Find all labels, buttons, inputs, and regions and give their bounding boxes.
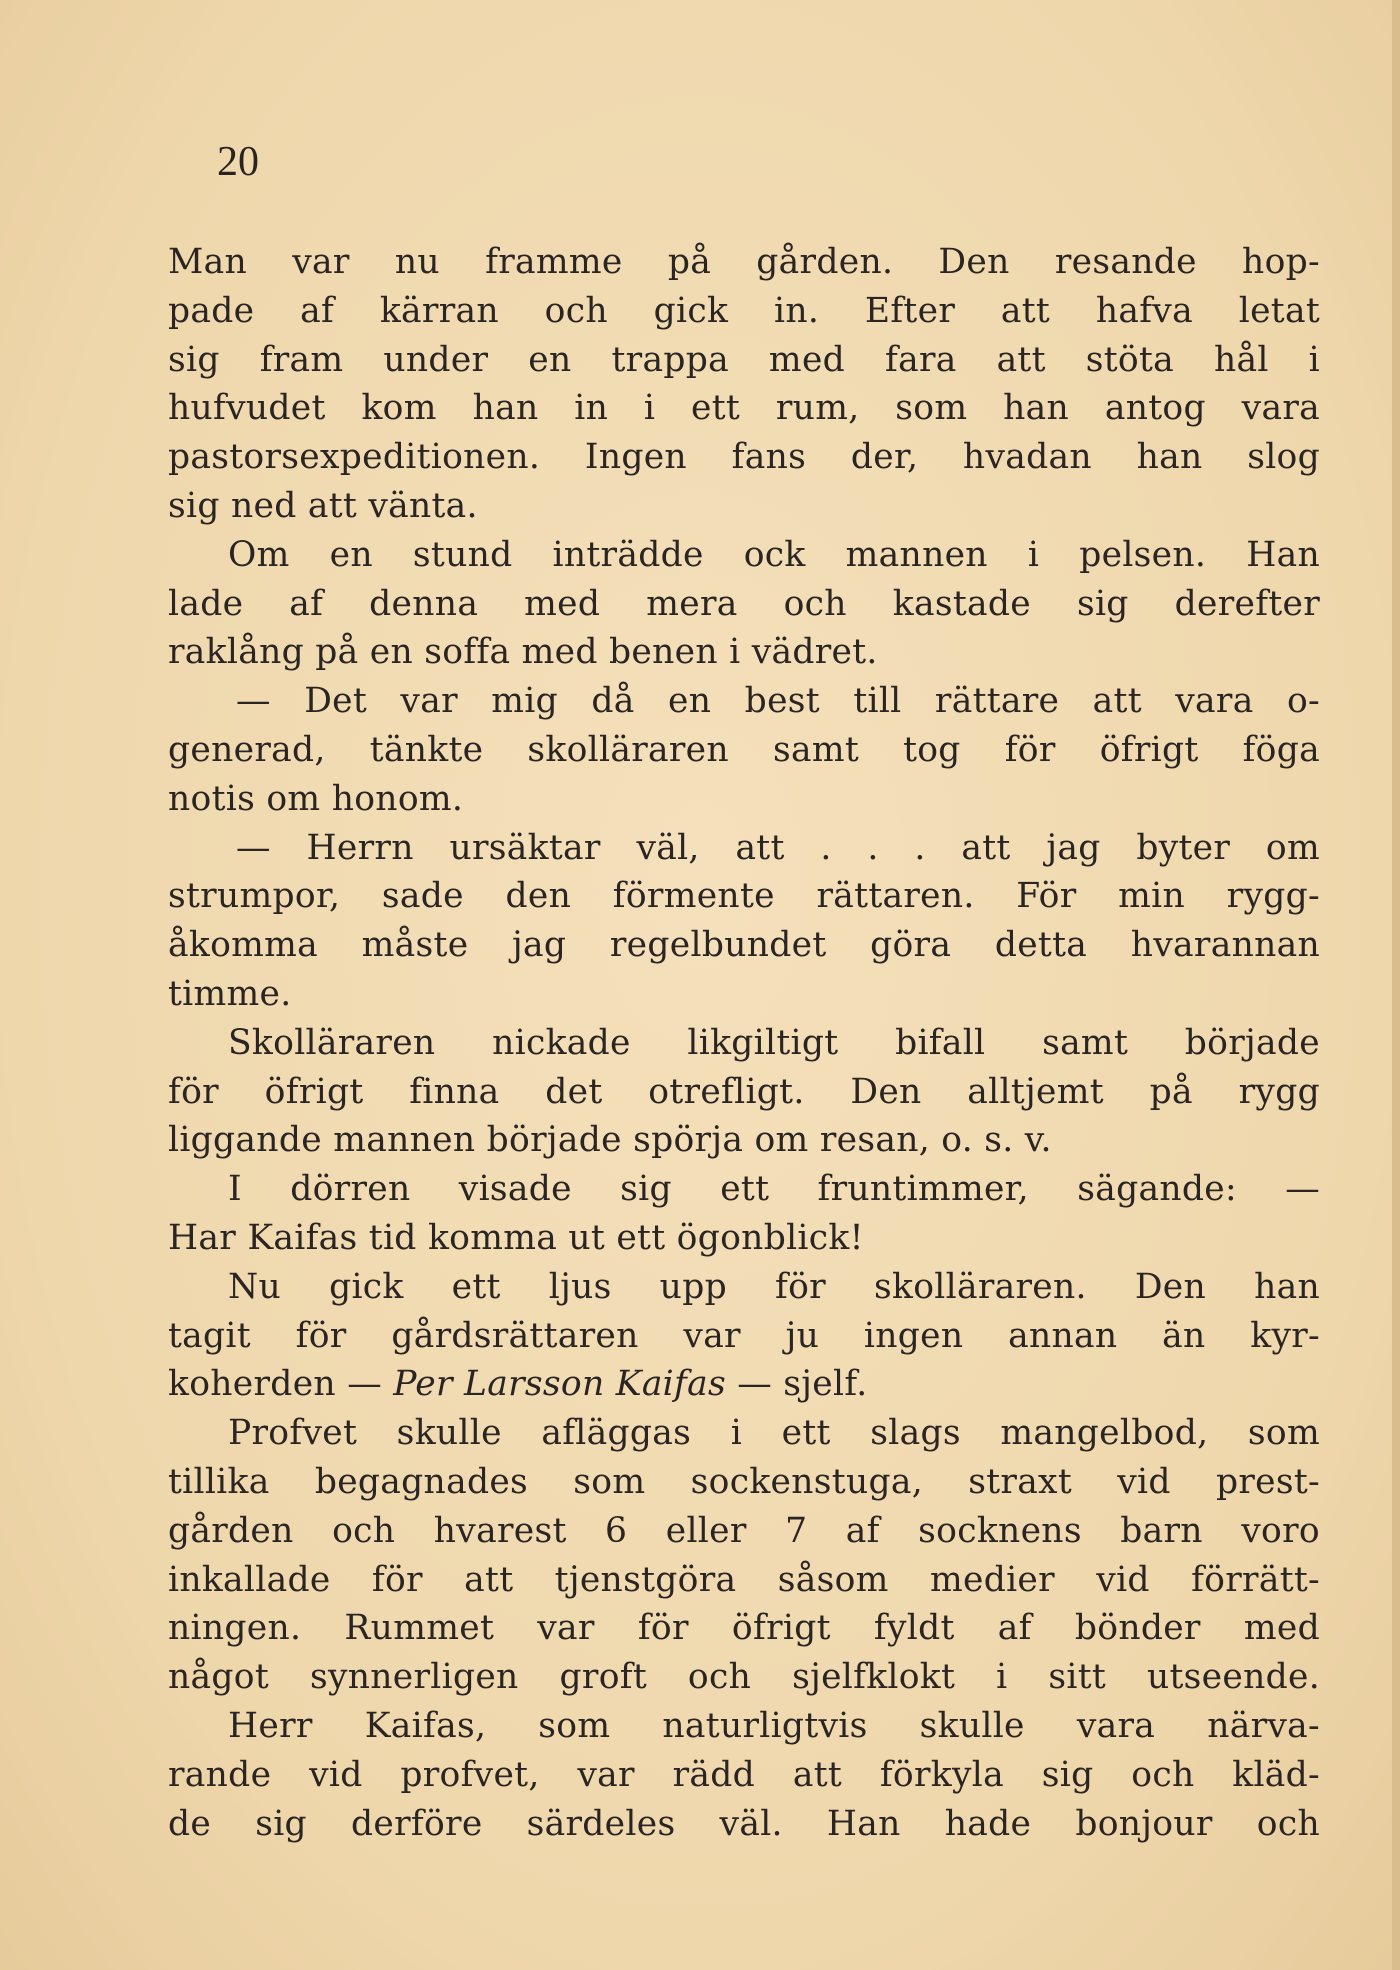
text-line: Skolläraren nickade likgiltigt bifall samt började [228,1022,1320,1063]
text-line: lade af denna med mera och kastade sig derefter [168,583,1320,624]
text-line: tillika begagnades som sockenstuga, straxt vid prest- [168,1461,1320,1502]
text-before-name: koherden — [168,1364,394,1405]
text-line-with-italic-name [168,1360,1320,1409]
page-number: 20 [217,139,259,185]
text-line: tagit för gårdsrättaren var ju ingen annan än kyr- [168,1315,1320,1356]
text-line: timme. [168,973,292,1014]
text-line: I dörren visade sig ett fruntimmer, sägande: — [228,1169,1320,1210]
text-line: sig ned att vänta. [168,485,478,526]
text-after-name: — sjelf. [725,1364,868,1405]
text-line: pastorsexpeditionen. Ingen fans der, hvadan han slog [168,437,1320,478]
text-line: Har Kaifas tid komma ut ett ögonblick! [168,1217,864,1258]
text-line: liggande mannen började spörja om resan, o. s. v. [168,1120,1052,1161]
text-line: inkallade för att tjenstgöra såsom medier vid förrätt- [168,1559,1320,1600]
text-line: pade af kärran och gick in. Efter att hafva letat [168,290,1320,331]
italic-name: Per Larsson Kaifas [393,1364,726,1405]
text-line: åkomma måste jag regelbundet göra detta hvarannan [168,925,1320,966]
text-line: rande vid profvet, var rädd att förkyla sig och kläd- [168,1754,1320,1795]
text-line: gården och hvarest 6 eller 7 af socknens barn voro [168,1510,1320,1551]
text-line: Om en stund inträdde ock mannen i pelsen. Han [228,534,1320,575]
text-line: — Herrn ursäktar väl, att . . . att jag byter om [236,827,1320,868]
text-line: de sig derföre särdeles väl. Han hade bonjour och [168,1803,1320,1844]
body-text [168,238,1320,1848]
text-line: något synnerligen groft och sjelfklokt i sitt utseende. [168,1657,1320,1698]
text-line: för öfrigt finna det otrefligt. Den alltjemt på rygg [168,1071,1320,1112]
text-line: Nu gick ett ljus upp för skolläraren. Den han [228,1266,1320,1307]
text-line: ningen. Rummet var för öfrigt fyldt af bönder med [168,1608,1320,1649]
text-line: sig fram under en trappa med fara att stöta hål i [168,339,1320,380]
text-line: strumpor, sade den förmente rättaren. För min rygg- [168,876,1320,917]
text-line: Man var nu framme på gården. Den resande hop- [168,242,1320,282]
text-line: raklång på en soffa med benen i vädret. [168,632,878,673]
text-line: notis om honom. [168,778,464,819]
text-line: hufvudet kom han in i ett rum, som han antog vara [168,388,1320,429]
text-line: Herr Kaifas, som naturligtvis skulle vara närva- [228,1705,1320,1746]
text-line: — Det var mig då en best till rättare att vara o- [236,681,1320,722]
page-edge [1392,0,1400,1970]
text-line: generad, tänkte skolläraren samt tog för öfrigt föga [168,729,1320,770]
text-line: Profvet skulle afläggas i ett slags mangelbod, som [228,1413,1320,1454]
